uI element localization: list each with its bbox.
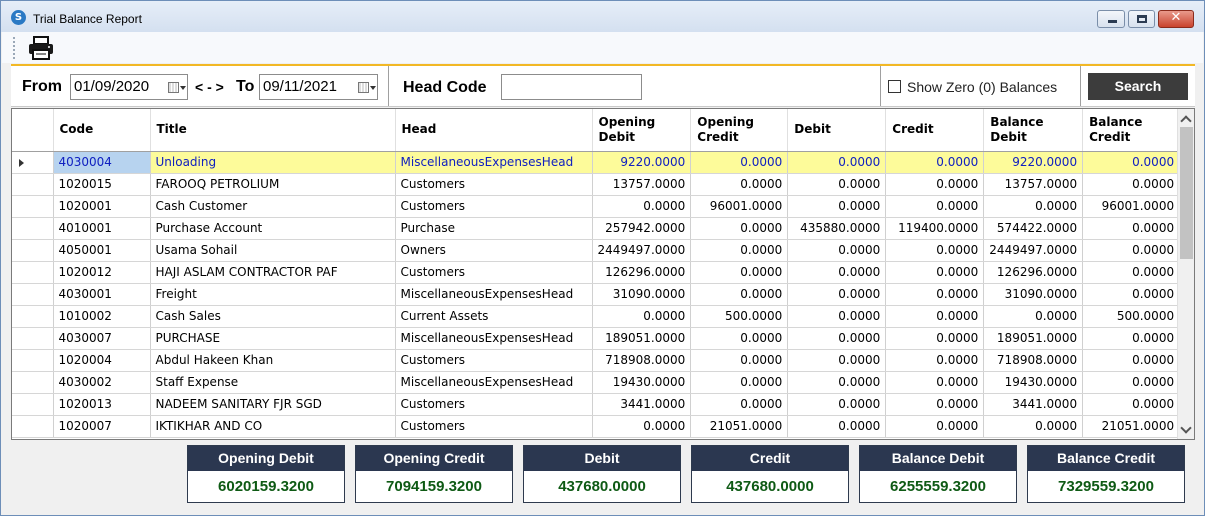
cell-head[interactable]: Customers — [395, 393, 592, 415]
header-line: Debit — [990, 129, 1027, 144]
cell-opening-debit[interactable]: 189051.0000 — [592, 327, 691, 349]
row-header[interactable] — [12, 261, 53, 283]
cell-debit[interactable]: 0.0000 — [788, 349, 886, 371]
cell-opening-debit[interactable]: 0.0000 — [592, 195, 691, 217]
cell-code[interactable]: 1020007 — [53, 415, 150, 437]
from-label: From — [22, 78, 62, 95]
cell-debit[interactable]: 435880.0000 — [788, 217, 886, 239]
total-value: 437680.0000 — [558, 478, 646, 495]
maximize-icon — [1137, 15, 1147, 23]
to-date-value: 09/11/2021 — [263, 78, 337, 95]
cell-head[interactable]: Customers — [395, 195, 592, 217]
cell-debit[interactable]: 0.0000 — [788, 261, 886, 283]
header-line: Credit — [697, 129, 739, 144]
cell-opening-debit[interactable]: 126296.0000 — [592, 261, 691, 283]
table-row[interactable] — [12, 371, 1180, 393]
trial-balance-table — [12, 109, 1180, 438]
row-header-corner — [12, 109, 53, 151]
cell-opening-credit[interactable]: 96001.0000 — [691, 195, 788, 217]
total-label: Credit — [692, 446, 848, 471]
cell-credit[interactable]: 0.0000 — [886, 239, 984, 261]
cell-title[interactable]: FAROOQ PETROLIUM — [150, 173, 395, 195]
cell-credit[interactable]: 0.0000 — [886, 195, 984, 217]
cell-balance-debit[interactable]: 31090.0000 — [984, 283, 1083, 305]
table-row[interactable] — [12, 393, 1180, 415]
header-line: Opening — [598, 114, 656, 129]
cell-opening-credit[interactable]: 0.0000 — [691, 261, 788, 283]
from-date-value: 01/09/2020 — [74, 78, 150, 95]
total-value: 7094159.3200 — [386, 478, 482, 495]
cell-title[interactable]: PURCHASE — [150, 327, 395, 349]
cell-credit[interactable]: 0.0000 — [886, 393, 984, 415]
row-header[interactable] — [12, 217, 53, 239]
total-value: 6255559.3200 — [890, 478, 986, 495]
column-header-opening-debit[interactable] — [592, 109, 691, 151]
cell-opening-credit[interactable]: 0.0000 — [691, 151, 788, 173]
title-bar — [1, 1, 1204, 32]
header-line: Credit — [1089, 129, 1131, 144]
cell-opening-debit[interactable]: 257942.0000 — [592, 217, 691, 239]
scroll-up-icon[interactable] — [1180, 115, 1191, 126]
cell-title[interactable]: Cash Sales — [150, 305, 395, 327]
range-arrow-label: < - > — [195, 79, 224, 95]
cell-opening-debit[interactable]: 2449497.0000 — [592, 239, 691, 261]
calendar-dropdown-icon[interactable] — [357, 78, 375, 96]
cell-balance-credit[interactable]: 0.0000 — [1083, 217, 1180, 239]
header-line: Balance — [990, 114, 1044, 129]
show-zero-balances-label[interactable]: Show Zero (0) Balances — [907, 79, 1058, 95]
row-header[interactable] — [12, 283, 53, 305]
cell-balance-debit[interactable]: 0.0000 — [984, 415, 1083, 437]
trial-balance-grid[interactable] — [11, 108, 1195, 440]
cell-code[interactable]: 1020015 — [53, 173, 150, 195]
cell-balance-credit[interactable]: 0.0000 — [1083, 283, 1180, 305]
total-credit — [691, 445, 849, 503]
cell-head[interactable]: Customers — [395, 173, 592, 195]
column-header-debit[interactable]: Debit — [788, 109, 886, 151]
close-icon: ✕ — [1170, 10, 1182, 25]
table-row[interactable] — [12, 195, 1180, 217]
head-code-label: Head Code — [403, 79, 487, 96]
cell-opening-debit[interactable]: 0.0000 — [592, 305, 691, 327]
cell-debit[interactable]: 0.0000 — [788, 415, 886, 437]
cell-balance-credit[interactable]: 0.0000 — [1083, 151, 1180, 173]
total-opening-credit — [355, 445, 513, 503]
cell-code[interactable]: 1020012 — [53, 261, 150, 283]
total-label: Opening Debit — [188, 446, 344, 471]
row-header[interactable] — [12, 349, 53, 371]
cell-balance-debit[interactable]: 19430.0000 — [984, 371, 1083, 393]
row-header[interactable] — [12, 151, 53, 173]
cell-debit[interactable]: 0.0000 — [788, 173, 886, 195]
cell-credit[interactable]: 0.0000 — [886, 261, 984, 283]
total-label: Opening Credit — [356, 446, 512, 471]
cell-debit[interactable]: 0.0000 — [788, 195, 886, 217]
divider — [880, 66, 881, 106]
divider — [1080, 66, 1081, 106]
cell-balance-credit[interactable]: 0.0000 — [1083, 327, 1180, 349]
cell-opening-credit[interactable]: 0.0000 — [691, 283, 788, 305]
cell-opening-credit[interactable]: 500.0000 — [691, 305, 788, 327]
minimize-button[interactable] — [1097, 10, 1125, 28]
cell-opening-debit[interactable]: 19430.0000 — [592, 371, 691, 393]
cell-opening-credit[interactable]: 0.0000 — [691, 217, 788, 239]
header-line: Opening — [697, 114, 755, 129]
vertical-scrollbar[interactable] — [1177, 109, 1194, 439]
row-header[interactable] — [12, 371, 53, 393]
cell-credit[interactable]: 0.0000 — [886, 371, 984, 393]
table-row[interactable] — [12, 217, 1180, 239]
total-balance-credit — [1027, 445, 1185, 503]
filter-bar — [11, 64, 1195, 107]
table-row[interactable] — [12, 283, 1180, 305]
total-value: 437680.0000 — [726, 478, 814, 495]
cell-balance-credit[interactable]: 0.0000 — [1083, 371, 1180, 393]
cell-head[interactable]: MiscellaneousExpensesHead — [395, 283, 592, 305]
table-row[interactable] — [12, 327, 1180, 349]
row-header[interactable] — [12, 195, 53, 217]
from-date-picker[interactable] — [70, 74, 188, 100]
cell-title[interactable]: NADEEM SANITARY FJR SGD — [150, 393, 395, 415]
header-row — [12, 109, 1180, 151]
cell-title[interactable]: Staff Expense — [150, 371, 395, 393]
table-row[interactable] — [12, 305, 1180, 327]
cell-balance-credit[interactable]: 500.0000 — [1083, 305, 1180, 327]
cell-opening-debit[interactable]: 3441.0000 — [592, 393, 691, 415]
cell-balance-credit[interactable]: 0.0000 — [1083, 349, 1180, 371]
cell-head[interactable]: MiscellaneousExpensesHead — [395, 371, 592, 393]
cell-opening-debit[interactable]: 9220.0000 — [592, 151, 691, 173]
cell-title[interactable]: Unloading — [150, 151, 395, 173]
toolbar-grip[interactable] — [13, 37, 15, 59]
total-debit — [523, 445, 681, 503]
cell-opening-debit[interactable]: 13757.0000 — [592, 173, 691, 195]
head-code-input[interactable] — [501, 74, 642, 100]
cell-debit[interactable]: 0.0000 — [788, 393, 886, 415]
cell-opening-credit[interactable]: 0.0000 — [691, 349, 788, 371]
total-label: Balance Debit — [860, 446, 1016, 471]
row-header[interactable] — [12, 393, 53, 415]
column-header-head[interactable]: Head — [395, 109, 592, 151]
cell-balance-credit[interactable]: 0.0000 — [1083, 261, 1180, 283]
cell-credit[interactable]: 0.0000 — [886, 283, 984, 305]
cell-head[interactable]: Current Assets — [395, 305, 592, 327]
cell-balance-debit[interactable]: 126296.0000 — [984, 261, 1083, 283]
cell-opening-debit[interactable]: 31090.0000 — [592, 283, 691, 305]
cell-opening-credit[interactable]: 0.0000 — [691, 327, 788, 349]
column-header-balance-debit[interactable] — [984, 109, 1083, 151]
row-header[interactable] — [12, 415, 53, 437]
cell-credit[interactable]: 0.0000 — [886, 415, 984, 437]
cell-title[interactable]: IKTIKHAR AND CO — [150, 415, 395, 437]
cell-head[interactable]: Purchase — [395, 217, 592, 239]
scroll-down-icon[interactable] — [1180, 422, 1191, 433]
cell-credit[interactable]: 0.0000 — [886, 349, 984, 371]
row-header[interactable] — [12, 305, 53, 327]
cell-credit[interactable]: 0.0000 — [886, 327, 984, 349]
cell-title[interactable]: Freight — [150, 283, 395, 305]
cell-balance-credit[interactable]: 0.0000 — [1083, 239, 1180, 261]
cell-balance-debit[interactable]: 0.0000 — [984, 195, 1083, 217]
cell-debit[interactable]: 0.0000 — [788, 151, 886, 173]
table-row[interactable] — [12, 151, 1180, 173]
column-header-code[interactable]: Code — [53, 109, 150, 151]
cell-opening-credit[interactable]: 21051.0000 — [691, 415, 788, 437]
toolbar — [2, 32, 1203, 63]
search-button[interactable]: Search — [1088, 73, 1188, 100]
table-row[interactable] — [12, 173, 1180, 195]
cell-title[interactable]: HAJI ASLAM CONTRACTOR PAF — [150, 261, 395, 283]
cell-code[interactable]: 4030002 — [53, 371, 150, 393]
cell-head[interactable]: Owners — [395, 239, 592, 261]
cell-code[interactable]: 1020013 — [53, 393, 150, 415]
cell-head[interactable]: MiscellaneousExpensesHead — [395, 151, 592, 173]
table-row[interactable] — [12, 261, 1180, 283]
column-header-title[interactable]: Title — [150, 109, 395, 151]
cell-opening-credit[interactable]: 0.0000 — [691, 393, 788, 415]
total-balance-debit — [859, 445, 1017, 503]
divider — [388, 66, 389, 106]
cell-debit[interactable]: 0.0000 — [788, 371, 886, 393]
column-header-opening-credit[interactable] — [691, 109, 788, 151]
table-row[interactable] — [12, 415, 1180, 437]
row-header[interactable] — [12, 327, 53, 349]
cell-head[interactable]: MiscellaneousExpensesHead — [395, 327, 592, 349]
cell-opening-debit[interactable]: 718908.0000 — [592, 349, 691, 371]
header-line: Debit — [598, 129, 636, 144]
checkbox-box[interactable] — [888, 80, 901, 93]
cell-opening-credit[interactable]: 0.0000 — [691, 173, 788, 195]
cell-balance-credit[interactable]: 0.0000 — [1083, 393, 1180, 415]
grid-body — [12, 151, 1180, 437]
cell-code[interactable]: 1020001 — [53, 195, 150, 217]
cell-credit[interactable]: 0.0000 — [886, 151, 984, 173]
cell-opening-debit[interactable]: 0.0000 — [592, 415, 691, 437]
cell-balance-debit[interactable]: 718908.0000 — [984, 349, 1083, 371]
cell-balance-debit[interactable]: 13757.0000 — [984, 173, 1083, 195]
cell-code[interactable]: 4030007 — [53, 327, 150, 349]
cell-debit[interactable]: 0.0000 — [788, 239, 886, 261]
total-label: Debit — [524, 446, 680, 471]
cell-balance-debit[interactable]: 9220.0000 — [984, 151, 1083, 173]
cell-code[interactable]: 1020004 — [53, 349, 150, 371]
cell-title[interactable]: Usama Sohail — [150, 239, 395, 261]
cell-title[interactable]: Cash Customer — [150, 195, 395, 217]
total-value: 6020159.3200 — [218, 478, 314, 495]
cell-balance-debit[interactable]: 2449497.0000 — [984, 239, 1083, 261]
total-label: Balance Credit — [1028, 446, 1184, 471]
cell-code[interactable]: 4010001 — [53, 217, 150, 239]
cell-balance-debit[interactable]: 3441.0000 — [984, 393, 1083, 415]
printer-icon[interactable] — [27, 36, 55, 60]
current-row-indicator-icon — [19, 159, 24, 167]
cell-head[interactable]: Customers — [395, 261, 592, 283]
cell-credit[interactable]: 0.0000 — [886, 173, 984, 195]
row-header[interactable] — [12, 173, 53, 195]
cell-head[interactable]: Customers — [395, 349, 592, 371]
cell-debit[interactable]: 0.0000 — [788, 305, 886, 327]
cell-code[interactable]: 4050001 — [53, 239, 150, 261]
app-logo-icon: S — [11, 10, 26, 25]
column-header-credit[interactable]: Credit — [886, 109, 984, 151]
cell-head[interactable]: Customers — [395, 415, 592, 437]
cell-code[interactable]: 1010002 — [53, 305, 150, 327]
cell-opening-credit[interactable]: 0.0000 — [691, 371, 788, 393]
cell-balance-credit[interactable]: 96001.0000 — [1083, 195, 1180, 217]
cell-credit[interactable]: 119400.0000 — [886, 217, 984, 239]
column-header-balance-credit[interactable] — [1083, 109, 1180, 151]
window-title: Trial Balance Report — [33, 12, 142, 26]
header-line: Balance — [1089, 114, 1143, 129]
cell-credit[interactable]: 0.0000 — [886, 305, 984, 327]
row-header[interactable] — [12, 239, 53, 261]
cell-debit[interactable]: 0.0000 — [788, 327, 886, 349]
calendar-dropdown-icon[interactable] — [167, 78, 185, 96]
cell-balance-credit[interactable]: 0.0000 — [1083, 173, 1180, 195]
cell-title[interactable]: Abdul Hakeen Khan — [150, 349, 395, 371]
cell-balance-debit[interactable]: 0.0000 — [984, 305, 1083, 327]
cell-debit[interactable]: 0.0000 — [788, 283, 886, 305]
cell-title[interactable]: Purchase Account — [150, 217, 395, 239]
maximize-button[interactable] — [1128, 10, 1155, 28]
table-row[interactable] — [12, 239, 1180, 261]
close-button[interactable] — [1158, 10, 1194, 28]
cell-code[interactable]: 4030004 — [53, 151, 150, 173]
cell-opening-credit[interactable]: 0.0000 — [691, 239, 788, 261]
total-opening-debit — [187, 445, 345, 503]
cell-code[interactable]: 4030001 — [53, 283, 150, 305]
table-row[interactable] — [12, 349, 1180, 371]
scroll-thumb[interactable] — [1180, 127, 1193, 259]
cell-balance-credit[interactable]: 21051.0000 — [1083, 415, 1180, 437]
minimize-icon — [1108, 20, 1117, 23]
to-label: To — [236, 78, 255, 95]
cell-balance-debit[interactable]: 189051.0000 — [984, 327, 1083, 349]
cell-balance-debit[interactable]: 574422.0000 — [984, 217, 1083, 239]
total-value: 7329559.3200 — [1058, 478, 1154, 495]
to-date-picker[interactable] — [259, 74, 378, 100]
